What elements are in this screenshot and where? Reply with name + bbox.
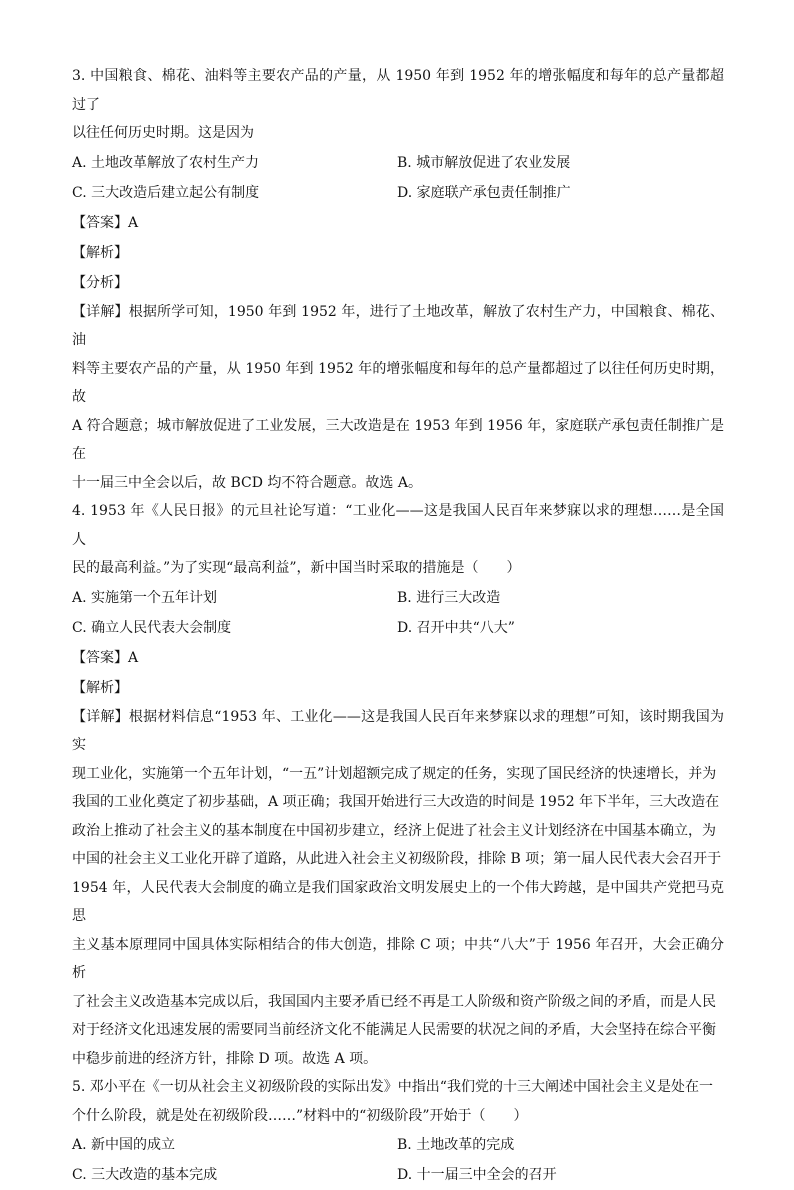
answer-label: 【答案】A (72, 649, 139, 666)
option-a: A. 实施第一个五年计划 (72, 589, 218, 606)
option-b: B. 土地改革的完成 (397, 1137, 515, 1153)
options-row (72, 583, 724, 613)
explanation-line: 对于经济文化迅速发展的需要同当前经济文化不能满足人民需要的状况之间的矛盾，大会坚持在综合平衡 (72, 1022, 716, 1038)
question-stem: 个什么阶段，就是处在初级阶段……”材料中的“初级阶段”开始于（ ） (72, 1107, 528, 1124)
options-row (72, 613, 724, 643)
explanation-line: 1954 年，人民代表大会制度的确立是我们国家政治文明发展史上的一个伟大跨越，是中国共产党把马克思 (72, 879, 724, 924)
option-b: B. 进行三大改造 (397, 589, 501, 606)
options-row (72, 148, 724, 178)
option-a: A. 土地改革解放了农村生产力 (72, 154, 260, 171)
explanation-line: 【详解】根据所学可知，1950 年到 1952 年，进行了土地改革，解放了农村生产力，中国粮食、棉花、油 (72, 303, 724, 348)
question-stem: 以往任何历史时期。这是因为 (72, 125, 254, 141)
options-row (72, 1130, 724, 1160)
explanation-line: 了社会主义改造基本完成以后，我国国内主要矛盾已经不再是工人阶级和资产阶级之间的矛盾，而是人民 (72, 993, 716, 1010)
option-a: A. 新中国的成立 (72, 1137, 176, 1153)
explanation-line: A 符合题意；城市解放促进了工业发展，三大改造是在 1953 年到 1956 年，家庭联产承包责任制推广是在 (72, 417, 724, 462)
option-c: C. 三大改造的基本完成 (72, 1167, 218, 1183)
explanation-line: 现工业化，实施第一个五年计划，“一五”计划超额完成了规定的任务，实现了国民经济的快速增长，并为 (72, 765, 717, 782)
analysis-label: 【解析】 (72, 244, 128, 261)
options-row (72, 178, 724, 208)
explanation-line: 主义基本原理同中国具体实际相结合的伟大创造，排除 C 项；中共“八大”于 1956 年召开，大会正确分析 (72, 936, 724, 981)
explanation-line: 中国的社会主义工业化开辟了道路，从此进入社会主义初级阶段，排除 B 项；第一届人民代表大会召开于 (72, 851, 722, 867)
explanation-line: 政治上推动了社会主义的基本制度在中国初步建立，经济上促进了社会主义计划经济在中国基本确立，为 (72, 822, 716, 839)
option-d: D. 召开中共“八大” (397, 619, 515, 636)
fenxi-label: 【分析】 (72, 274, 128, 291)
question-stem: 4. 1953 年《人民日报》的元旦社论写道：“工业化——这是我国人民百年来梦寐以求的理想……是全国人 (72, 503, 724, 548)
document-page (72, 62, 724, 1190)
question-stem: 3. 中国粮食、棉花、油料等主要农产品的产量，从 1950 年到 1952 年的增张幅度和每年的总产量都超过了 (72, 68, 724, 113)
option-c: C. 确立人民代表大会制度 (72, 619, 232, 636)
options-row (72, 1160, 724, 1190)
explanation-line: 十一届三中全会以后，故 BCD 均不符合题意。故选 A。 (72, 474, 422, 491)
explanation-line: 料等主要农产品的产量，从 1950 年到 1952 年的增张幅度和每年的总产量都超过了以往任何历史时期，故 (72, 360, 724, 405)
explanation-line: 中稳步前进的经济方针，排除 D 项。故选 A 项。 (72, 1050, 378, 1067)
option-b: B. 城市解放促进了农业发展 (397, 154, 571, 171)
question-3 (72, 62, 724, 497)
option-c: C. 三大改造后建立起公有制度 (72, 184, 260, 201)
option-d: D. 家庭联产承包责任制推广 (397, 184, 571, 201)
option-d: D. 十一届三中全会的召开 (397, 1167, 557, 1183)
explanation-line: 我国的工业化奠定了初步基础，A 项正确；我国开始进行三大改造的时间是 1952 年下半年，三大改造在 (72, 794, 720, 810)
question-5 (72, 1073, 724, 1190)
question-stem: 民的最高利益。”为了实现“最高利益”，新中国当时采取的措施是（ ） (72, 560, 521, 576)
explanation-line: 【详解】根据材料信息“1953 年、工业化——这是我国人民百年来梦寐以求的理想”可知，该时期我国为实 (72, 708, 724, 753)
analysis-label: 【解析】 (72, 679, 128, 696)
question-4 (72, 497, 724, 1073)
question-stem: 5. 邓小平在《一切从社会主义初级阶段的实际出发》中指出“我们党的十三大阐述中国社会主义是处在一 (72, 1079, 713, 1095)
answer-label: 【答案】A (72, 214, 139, 231)
